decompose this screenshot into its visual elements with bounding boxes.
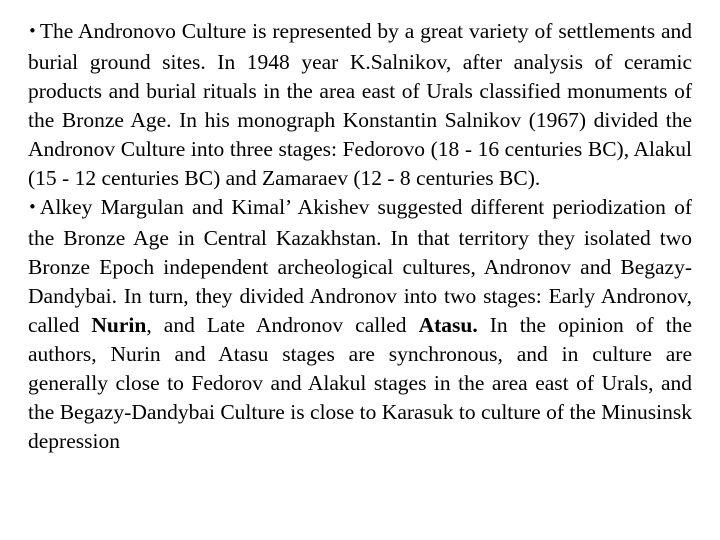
slide-text-body	[28, 17, 692, 456]
paragraph-text: Alkey Margulan and Kimal’ Akishev suggested different periodization of the Bronze Age in Central Kazakhstan. In that territory they isolated two Bronze Epoch independent archeological cultures, Andronov and Begazy-Dandybai. In turn, they divided Andronov into two stages: Early Andronov, called	[28, 195, 692, 337]
paragraph-text: The Andronovo Culture is represented by a great variety of settlements and burial ground sites. In 1948 year K.Salnikov, after analysis of ceramic products and burial rituals in the area east of Urals classified monuments of the Bronze Age. In his monograph Konstantin Salnikov (1967) divided the Andronov Culture into three stages: Fedorovo (18 - 16 centuries BC), Alakul (15 - 12 centuries BC) and Zamaraev (12 - 8 centuries BC).	[28, 19, 692, 190]
term-nurin: Nurin	[91, 313, 147, 337]
bullet-icon: •	[28, 22, 37, 40]
term-atasu: Atasu.	[418, 313, 478, 337]
paragraph-periodization	[28, 193, 692, 456]
paragraph-text: , and Late Andronov called	[146, 313, 419, 337]
paragraph-text: In the opinion of the authors, Nurin and Atasu stages are synchronous, and in culture are generally close to Fedorov and Alakul stages in the area east of Urals, and the Begazy-Dandybai Culture is close to Karasuk to culture of the Minusinsk depression	[28, 313, 693, 453]
bullet-icon: •	[28, 198, 37, 216]
paragraph-andronovo-culture	[28, 17, 692, 193]
